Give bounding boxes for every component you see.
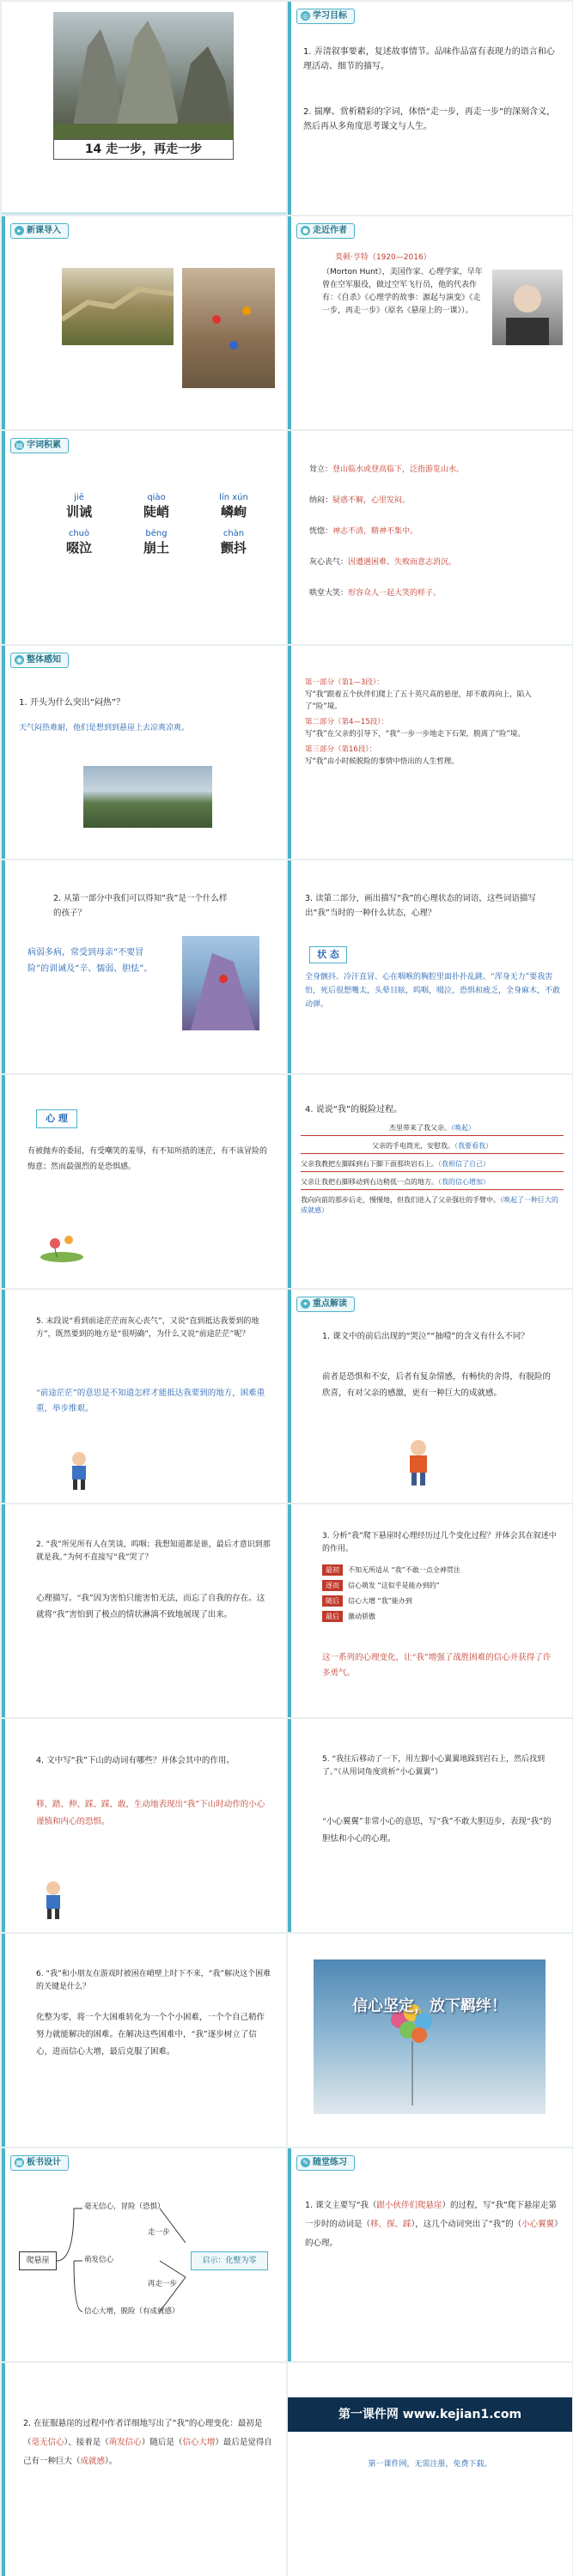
question: 4. 文中写“我”下山的动词有哪些？并体会其中的作用。 <box>36 1756 235 1765</box>
vocab-grid <box>49 493 264 556</box>
question: 5. “我往后移动了一下，用左脚小心翼翼地踩到岩石上，然后找到了。”（从用词角度赏析“小心翼翼”） <box>322 1755 546 1777</box>
author-name: 莫顿·亨特（1920—2016） <box>335 253 431 262</box>
slide-accent <box>288 1504 291 1717</box>
slide-accent <box>288 2 291 215</box>
key-icon: ✦ <box>301 1299 310 1309</box>
section-badge: ● 走近作者 <box>296 223 355 239</box>
board-node: 信心大增，脱险（有成就感） <box>84 2307 180 2316</box>
exercise-1: 1. 课文主要写“我（跟小伙伴们爬悬崖）的过程，写“我”爬下悬崖走第一步时的动词是（移、探、踩），这几个动词突出了“我”的（小心翼翼）的心理。 <box>305 2201 563 2248</box>
slide-accent <box>288 1290 291 1503</box>
slide-accent <box>288 2148 291 2361</box>
question: 4. 说说“我”的脱险过程。 <box>305 1105 403 1115</box>
slide-accent <box>2 1934 5 2147</box>
child-figure <box>62 1449 96 1492</box>
author-bio: （Morton Hunt），美国作家、心理学家，早年曾在空军服役，做过空军飞行员，他的代表作有：《自杀》《心理学的故事：源起与演变》《走一步，再走一步》（原名《悬崖上的一课》）。 <box>322 268 483 315</box>
board-right: 启示：化整为零 <box>191 2251 268 2270</box>
child-illustration <box>399 1436 438 1487</box>
climber-figure <box>182 936 259 1030</box>
banner-text: 信心坚定，放下羁绊！ <box>352 1997 507 2015</box>
slide-accent <box>2 860 5 1073</box>
question: 5. 末段说“看到前途茫茫而灰心丧气”，又说“直到抵达我要到的地方”，既然要到的地方是“很明确”，为什么又说“前途茫茫”呢？ <box>36 1317 259 1339</box>
definition-item: 纳闷：疑惑不解，心里发闷。 <box>309 496 411 505</box>
process-step: 杰里带来了我父亲。（唤起） <box>301 1123 564 1136</box>
board-node: 走一步 <box>148 2228 170 2237</box>
answer: “小心翼翼”非常小心的意思，写“我”不敢大胆迈步，表现“我”的胆怯和小心的心理。 <box>322 1817 552 1844</box>
child-illustration <box>62 1449 96 1492</box>
slide-q5-appreciation <box>288 1719 572 1932</box>
person-icon: ● <box>301 226 310 235</box>
slide-definitions <box>288 431 572 644</box>
board-icon: ▦ <box>15 2158 23 2166</box>
answer: 移、踏、伸、踩、踩、敢，生动地表现出“我”下山时动作的小心谨慎和内心的恐惧。 <box>36 1800 265 1826</box>
slide-accent <box>2 2363 5 2576</box>
slide-objectives <box>288 2 572 215</box>
change-row: 最初 不知无所适从 “我”不敢一点全神贯注 <box>322 1564 554 1576</box>
cliff-photo <box>53 12 234 139</box>
question: 6. “我”和小朋友在游戏时被困在峭壁上时下不来，“我”解决这个困难的关键是什么？ <box>36 1970 271 1991</box>
exercise-2: 2. 在征服悬崖的过程中作者详细地写出了“我”的心理变化：最初是（毫无信心）、接着是（萌发信心）随后是（信心大增）最后是觉得自己有一种巨大（成就感）。 <box>23 2419 272 2466</box>
slide-accent <box>288 431 291 644</box>
slide-key-reading <box>288 1290 572 1503</box>
slide-accent <box>288 646 291 859</box>
flower-illustration <box>36 1221 88 1264</box>
conclusion: 这一系列的心理变化，让“我”增强了战胜困难的信心并获得了许多勇气。 <box>322 1653 552 1678</box>
question: 3. 读第二部分，画出描写“我”的心理状态的词语，这些词语描写出“我”当时的一种什么状态，心理？ <box>305 894 536 918</box>
slide-accent <box>2 431 5 644</box>
answer: 天气闷热难耐，他们是想到到悬崖上去凉爽凉爽。 <box>19 724 190 732</box>
climbers-illustration <box>182 268 275 388</box>
definition-item: 耸立：登山临水或登高临下，泛指游览山水。 <box>309 465 465 474</box>
lesson-title-box: 14 走一步，再走一步 <box>53 139 234 160</box>
flower-figure <box>36 1221 88 1264</box>
slide-accent <box>288 1075 291 1288</box>
vocab-item: lín xún 嶙峋 <box>219 493 248 519</box>
definition-item: 哄堂大笑：形容众人一起大笑的样子。 <box>309 589 442 598</box>
cliff-illustration <box>53 12 234 139</box>
answer: 前者是恐惧和不安，后者有复杂情感，有畅快的舍得，有脱险的欣喜，有对父亲的感激，更有一种巨大的成就感。 <box>322 1372 552 1398</box>
slide-practice-2 <box>2 2363 286 2576</box>
slide-accent <box>2 1504 5 1717</box>
part-body: 写“我”跟着五个伙伴们爬上了五十英尺高的悬崖，却不敢再向上，陷入了“险”境。 <box>305 690 532 711</box>
slide-psychology <box>2 1075 286 1288</box>
great-wall-photo <box>62 268 174 345</box>
climber-illustration <box>182 936 259 1030</box>
slide-divider <box>2 212 286 215</box>
question: 1. 课文中的前后出现的“哭泣”“抽噎”的含义有什么不同？ <box>322 1332 529 1341</box>
slide-q2 <box>2 860 286 1073</box>
definition-list <box>309 464 563 599</box>
process-step: 父亲我教把左脚踩到右下脚下面那块岩石上。（我相信了自己） <box>301 1159 564 1172</box>
slide-accent <box>2 1075 5 1288</box>
pencil-icon: ✎ <box>301 2158 310 2167</box>
question: 3. 分析“我”爬下悬崖时心理经历过几个变化过程？并体会其在叙述中的作用。 <box>322 1532 557 1553</box>
vocab-item: jiē 训诫 <box>65 493 92 519</box>
answer: 化整为零，将一个大困难转化为一个个小困难，一个个自己稍作努力就能解决的困难。在解决这些困难中，“我”逐步树立了信心，进而信心大增，最后克服了困难。 <box>36 2013 265 2057</box>
answer: 心理描写。“我”因为害怕只能害怕无法，而忘了自我的存在。这就将“我”害怕到了极点的情状淋漓不致地展现了出来。 <box>36 1594 265 1619</box>
question: 2. 从第一部分中我们可以得知“我”是一个什么样的孩子？ <box>53 894 228 918</box>
slide-q2-analysis <box>2 1504 286 1717</box>
part-body: 写“我”在父亲的引导下，“我”一步一步地走下石架，脱离了“险”境。 <box>305 730 525 738</box>
part-heading: 第二部分（第4—15段）： <box>305 718 388 726</box>
section-badge: ◎ 学习目标 <box>296 9 355 24</box>
slide-accent <box>2 1719 5 1932</box>
board-left: 爬悬崖 <box>19 2251 57 2270</box>
eye-icon: ◉ <box>15 655 24 665</box>
psych-label: 心 理 <box>36 1109 77 1128</box>
slide-q6 <box>2 1934 286 2147</box>
section-badge: ▸ 新课导入 <box>10 223 69 239</box>
slide-overview-1 <box>2 646 286 859</box>
change-table <box>322 1564 554 1622</box>
process-steps <box>301 1123 564 1216</box>
slide-practice <box>288 2148 572 2361</box>
objective-2: 2. 揣摩、赏析精彩的字词，体悟“走一步，再走一步”的深刻含义，然后再从多角度思考课文与人生。 <box>303 107 556 131</box>
objective-1: 1. 弄清叙事要素，复述故事情节。品味作品富有表现力的语言和心理活动、细节的描写。 <box>303 47 555 71</box>
question: 2. “我”所见所有人在笑谈，呜咽；我想知道都是谁，最后才意识到那就是我。”为何不直接写“我”哭了？ <box>36 1540 271 1562</box>
slide-q5 <box>2 1290 286 1503</box>
balloon-sky-photo <box>314 1959 546 2114</box>
process-step: 父亲的手电筒光，安慰我。（我要看我） <box>301 1141 564 1154</box>
board-node: 萌发信心 <box>84 2256 114 2264</box>
vocab-item: bēng 崩土 <box>143 529 169 556</box>
slide-author <box>288 216 572 429</box>
brand-tagline: 第一课件网，无需注册，免费下载。 <box>368 2460 492 2469</box>
section-badge: ▦ 板书设计 <box>10 2155 69 2171</box>
change-row: 逐而 信心萌发 “这似乎是能办到的” <box>322 1580 554 1591</box>
author-portrait <box>492 270 563 345</box>
target-icon: ◎ <box>301 11 310 21</box>
section-badge: ▤ 字词积累 <box>10 438 69 453</box>
slide-accent <box>288 216 291 429</box>
definition-item: 恍惚：神志不清，精神不集中。 <box>309 527 418 536</box>
cliff-sea-photo <box>83 766 212 828</box>
vocab-item: chuò 啜泣 <box>65 529 92 556</box>
portrait-illustration <box>492 270 563 345</box>
state-label: 状 态 <box>309 946 347 963</box>
slide-accent <box>2 2148 5 2361</box>
process-step: 我向向前的那步后走，慢慢地，但我们进入了父亲强壮的手臂中。（唤起了一种巨大的成就感） <box>301 1196 558 1214</box>
slide-q3 <box>288 860 572 1073</box>
slide-title <box>2 2 286 215</box>
vocab-item: chàn 颤抖 <box>220 529 247 556</box>
question: 1. 开头为什么突出“闷热”？ <box>19 698 125 708</box>
structure-list <box>305 677 563 768</box>
vocab-row <box>49 493 264 520</box>
slide-vocabulary <box>2 431 286 644</box>
slide-q4 <box>2 1719 286 1932</box>
vocab-item: qiào 陡峭 <box>143 493 169 519</box>
answer: 有被抛弃的委屈，有受嘲笑的羞辱，有不知所措的迷茫，有不该冒险的悔意；然而最强烈的是恐惧感。 <box>27 1147 268 1171</box>
climbing-photo <box>182 268 275 388</box>
slide-accent <box>2 646 5 859</box>
part-body: 写“我”由小时候脱险的事情中悟出的人生哲理。 <box>305 757 459 766</box>
door-icon: ▸ <box>15 226 24 235</box>
slide-intro <box>2 216 286 429</box>
slide-accent <box>2 1290 5 1503</box>
slide-accent <box>288 1719 291 1932</box>
board-node: 再走一步 <box>148 2280 178 2288</box>
child-figure <box>399 1436 438 1487</box>
slide-banner <box>288 1934 572 2147</box>
child-figure <box>36 1878 70 1921</box>
answer: “前途茫茫”的意思是不知道怎样才能抵达我要到的地方，困难重重，举步维艰。 <box>36 1388 265 1413</box>
vocab-row <box>49 529 264 556</box>
balloons-illustration <box>314 1959 546 2114</box>
change-row: 随后 信心大增 “我”能办到 <box>322 1595 554 1607</box>
brand-bar: 第一课件网 www.kejian1.com <box>288 2397 572 2432</box>
change-row: 最后 激动骄傲 <box>322 1611 554 1622</box>
book-icon: ▤ <box>15 440 23 449</box>
slide-psych-change <box>288 1504 572 1717</box>
slide-structure <box>288 646 572 859</box>
slide-board-design <box>2 2148 286 2361</box>
process-step: 父亲让我把右脚移动到右边稍低一点的地方。（我的信心增加） <box>301 1177 564 1190</box>
answer: 全身颤抖、冷汗直冒、心在咽喉的胸腔里面扑扑乱跳、“浑身无力”要我害怕，死后很想嘴太，头晕目眩，呜咽，啜泣，恐惧和疲乏，全身麻木，不敢动弹。 <box>305 973 561 1009</box>
section-badge: ◉ 整体感知 <box>10 653 69 668</box>
section-badge: ✎ 随堂练习 <box>296 2155 355 2171</box>
wall-illustration <box>62 268 174 345</box>
slide-escape-process <box>288 1075 572 1288</box>
answer: 病弱多病，常受到母亲“不要冒险”的训诫及“辛、懦弱、胆怯”。 <box>27 948 153 974</box>
slide-accent <box>288 860 291 1073</box>
child-illustration <box>36 1878 70 1921</box>
slide-accent <box>2 216 5 429</box>
part-heading: 第三部分（第16段）： <box>305 745 377 754</box>
part-heading: 第一部分（第1—3段）： <box>305 678 384 687</box>
slide-brand <box>288 2363 572 2576</box>
board-node: 毫无信心，冒险（恐惧） <box>84 2202 165 2211</box>
definition-item: 灰心丧气：因遭遇困难、失败而意志消沉。 <box>309 558 457 567</box>
section-badge: ✦ 重点解读 <box>296 1297 355 1312</box>
